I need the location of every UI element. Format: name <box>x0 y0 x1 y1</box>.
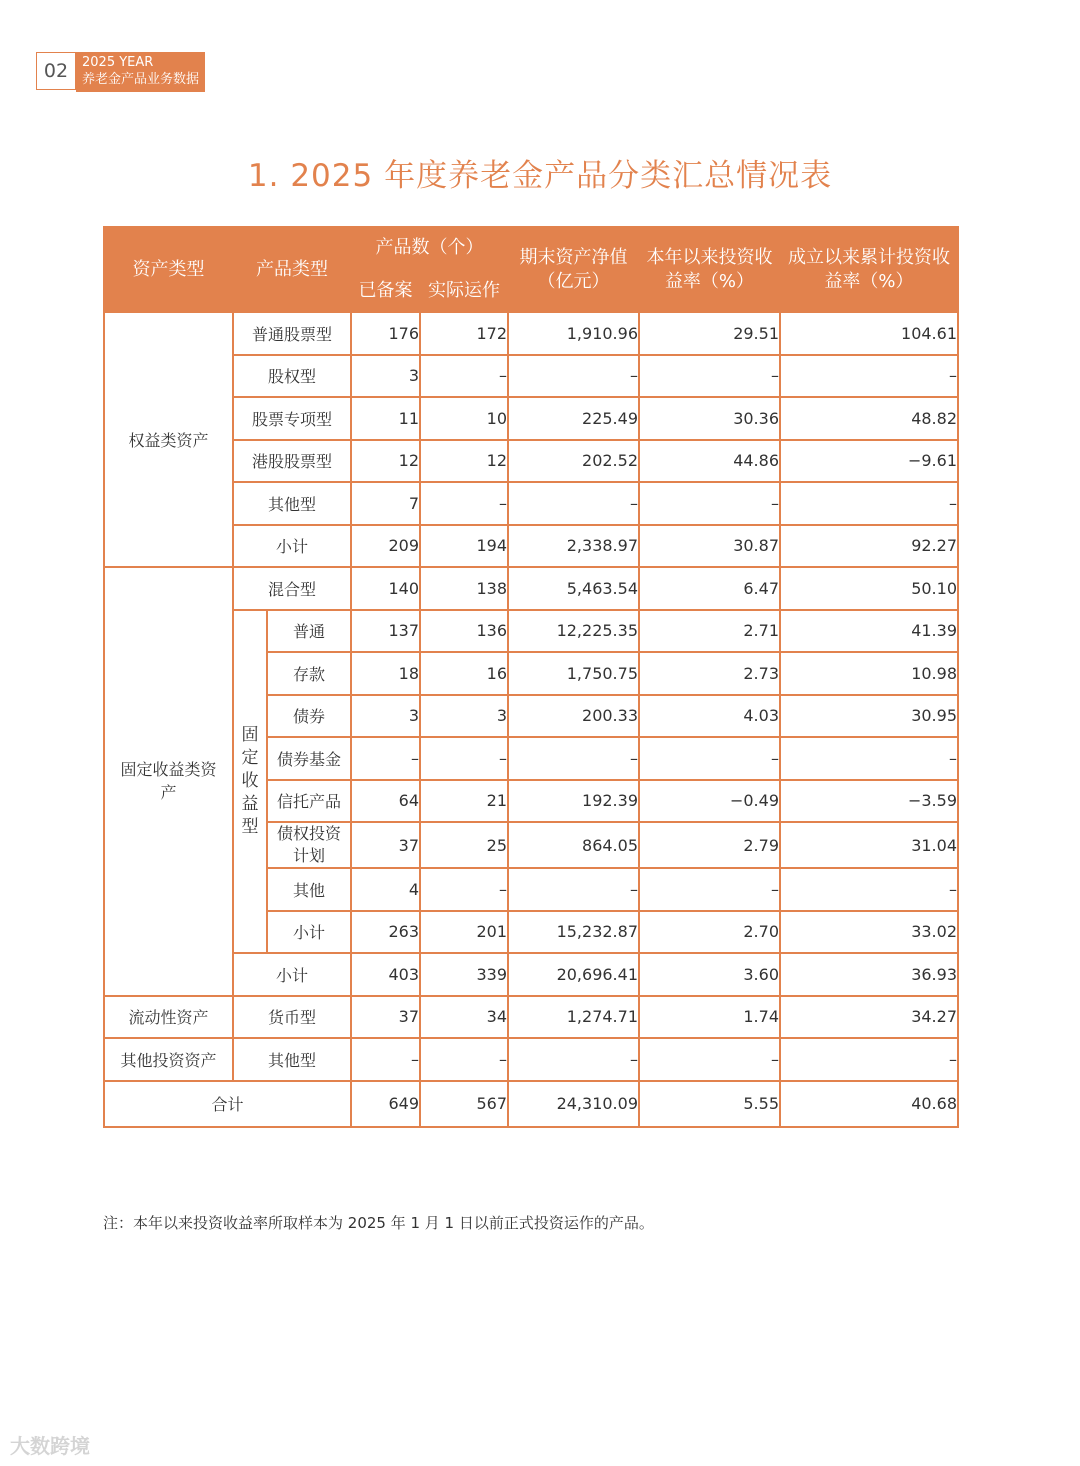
cell-ytd: 30.87 <box>639 525 780 568</box>
cell-ytd: – <box>639 355 780 398</box>
cell-filed: – <box>351 737 420 780</box>
cell-cum: 33.02 <box>780 911 958 954</box>
group-label-equity: 权益类资产 <box>104 312 233 567</box>
cell-operating: 567 <box>420 1081 508 1127</box>
cell-operating: 136 <box>420 610 508 653</box>
row-type: 港股股票型 <box>233 440 351 483</box>
cell-nav: 192.39 <box>508 780 639 823</box>
header-product-count: 产品数（个） <box>351 227 508 270</box>
cell-ytd: −0.49 <box>639 780 780 823</box>
row-type: 其他 <box>267 868 351 911</box>
header-operating: 实际运作 <box>420 270 508 313</box>
cell-filed: 4 <box>351 868 420 911</box>
cell-operating: 12 <box>420 440 508 483</box>
cell-nav: – <box>508 482 639 525</box>
cell-ytd: 30.36 <box>639 397 780 440</box>
cell-cum: – <box>780 482 958 525</box>
section-label-box <box>76 52 205 92</box>
cell-ytd: 2.79 <box>639 822 780 868</box>
cell-ytd: – <box>639 1038 780 1081</box>
table-row <box>104 953 958 996</box>
cell-filed: 64 <box>351 780 420 823</box>
cell-cum: – <box>780 355 958 398</box>
table-row <box>104 525 958 568</box>
row-type: 债券基金 <box>267 737 351 780</box>
header-asset-type: 资产类型 <box>104 227 233 312</box>
row-type: 小计 <box>267 911 351 954</box>
group-label-liquid: 流动性资产 <box>104 996 233 1039</box>
cell-cum: −9.61 <box>780 440 958 483</box>
cell-operating: – <box>420 868 508 911</box>
table-row-total <box>104 1081 958 1127</box>
subgroup-label-fixed-type <box>233 610 267 954</box>
cell-cum: 48.82 <box>780 397 958 440</box>
cell-nav: 12,225.35 <box>508 610 639 653</box>
cell-cum: 36.93 <box>780 953 958 996</box>
cell-operating: 138 <box>420 567 508 610</box>
cell-filed: 37 <box>351 822 420 868</box>
cell-cum: −3.59 <box>780 780 958 823</box>
header-product-type: 产品类型 <box>233 227 351 312</box>
cell-cum: – <box>780 1038 958 1081</box>
table-row <box>104 610 958 653</box>
row-type: 货币型 <box>233 996 351 1039</box>
cell-operating: – <box>420 482 508 525</box>
cell-operating: – <box>420 1038 508 1081</box>
cell-filed: 140 <box>351 567 420 610</box>
cell-cum: 31.04 <box>780 822 958 868</box>
cell-nav: 20,696.41 <box>508 953 639 996</box>
cell-cum: 92.27 <box>780 525 958 568</box>
table-row <box>104 1038 958 1081</box>
cell-operating: 339 <box>420 953 508 996</box>
cell-filed: 649 <box>351 1081 420 1127</box>
cell-nav: 1,910.96 <box>508 312 639 355</box>
cell-operating: 25 <box>420 822 508 868</box>
cell-ytd: 2.71 <box>639 610 780 653</box>
row-type: 股权型 <box>233 355 351 398</box>
year-label: 2025 YEAR <box>82 55 154 70</box>
cell-ytd: 3.60 <box>639 953 780 996</box>
cell-operating: 34 <box>420 996 508 1039</box>
cell-operating: 10 <box>420 397 508 440</box>
row-type: 小计 <box>233 525 351 568</box>
cell-cum: 40.68 <box>780 1081 958 1127</box>
cell-operating: 194 <box>420 525 508 568</box>
cell-filed: 11 <box>351 397 420 440</box>
cell-filed: 137 <box>351 610 420 653</box>
row-type: 股票专项型 <box>233 397 351 440</box>
cell-filed: 3 <box>351 695 420 738</box>
cell-nav: 24,310.09 <box>508 1081 639 1127</box>
cell-filed: 12 <box>351 440 420 483</box>
cell-operating: 172 <box>420 312 508 355</box>
cell-cum: 34.27 <box>780 996 958 1039</box>
header-filed: 已备案 <box>351 270 420 313</box>
section-label: 养老金产品业务数据 <box>82 72 200 87</box>
page-number: 02 <box>36 52 76 90</box>
row-type: 普通股票型 <box>233 312 351 355</box>
row-type: 债权投资计划 <box>267 822 351 868</box>
row-type: 其他型 <box>233 482 351 525</box>
cell-ytd: 5.55 <box>639 1081 780 1127</box>
cell-operating: 21 <box>420 780 508 823</box>
cell-nav: – <box>508 1038 639 1081</box>
cell-cum: 41.39 <box>780 610 958 653</box>
cell-operating: 16 <box>420 652 508 695</box>
table-row <box>104 567 958 610</box>
cell-ytd: 2.73 <box>639 652 780 695</box>
cell-cum: 104.61 <box>780 312 958 355</box>
cell-nav: 200.33 <box>508 695 639 738</box>
cell-nav: 15,232.87 <box>508 911 639 954</box>
cell-operating: 3 <box>420 695 508 738</box>
cell-cum: 10.98 <box>780 652 958 695</box>
cell-ytd: 1.74 <box>639 996 780 1039</box>
header-ytd-return: 本年以来投资收益率（%） <box>639 227 780 312</box>
cell-cum: – <box>780 737 958 780</box>
cell-nav: 1,274.71 <box>508 996 639 1039</box>
table-row <box>104 440 958 483</box>
header-nav: 期末资产净值（亿元） <box>508 227 639 312</box>
watermark <box>10 1430 90 1459</box>
cell-filed: 18 <box>351 652 420 695</box>
subgroup-label-text: 固定收益型 <box>241 724 259 837</box>
row-type: 信托产品 <box>267 780 351 823</box>
table-row <box>104 397 958 440</box>
cell-cum: 50.10 <box>780 567 958 610</box>
cell-operating: – <box>420 355 508 398</box>
cell-cum: – <box>780 868 958 911</box>
cell-nav: – <box>508 868 639 911</box>
cell-filed: 3 <box>351 355 420 398</box>
cell-ytd: 2.70 <box>639 911 780 954</box>
row-type: 存款 <box>267 652 351 695</box>
cell-nav: – <box>508 355 639 398</box>
cell-ytd: – <box>639 482 780 525</box>
cell-filed: 37 <box>351 996 420 1039</box>
cell-ytd: – <box>639 868 780 911</box>
cell-filed: 263 <box>351 911 420 954</box>
cell-filed: 209 <box>351 525 420 568</box>
total-label: 合计 <box>104 1081 351 1127</box>
cell-nav: 5,463.54 <box>508 567 639 610</box>
watermark-text: 大数跨境 <box>10 1434 90 1458</box>
cell-filed: – <box>351 1038 420 1081</box>
cell-nav: 864.05 <box>508 822 639 868</box>
page-badge <box>36 52 205 92</box>
row-type: 混合型 <box>233 567 351 610</box>
page-title: 1. 2025 年度养老金产品分类汇总情况表 <box>247 158 833 194</box>
cell-ytd: 29.51 <box>639 312 780 355</box>
cell-nav: 202.52 <box>508 440 639 483</box>
cell-operating: – <box>420 737 508 780</box>
row-type: 其他型 <box>233 1038 351 1081</box>
table-row <box>104 482 958 525</box>
cell-ytd: 6.47 <box>639 567 780 610</box>
cell-nav: 1,750.75 <box>508 652 639 695</box>
cell-nav: 2,338.97 <box>508 525 639 568</box>
cell-filed: 7 <box>351 482 420 525</box>
cell-ytd: 44.86 <box>639 440 780 483</box>
table-row <box>104 312 958 355</box>
cell-nav: – <box>508 737 639 780</box>
cell-nav: 225.49 <box>508 397 639 440</box>
cell-filed: 403 <box>351 953 420 996</box>
cell-filed: 176 <box>351 312 420 355</box>
row-type: 小计 <box>233 953 351 996</box>
header-cum-return: 成立以来累计投资收益率（%） <box>780 227 958 312</box>
cell-ytd: 4.03 <box>639 695 780 738</box>
pension-product-summary-table <box>103 226 959 1128</box>
table-row <box>104 996 958 1039</box>
row-type: 普通 <box>267 610 351 653</box>
table-footnote: 注：本年以来投资收益率所取样本为 2025 年 1 月 1 日以前正式投资运作的产品。 <box>103 1214 654 1232</box>
row-type: 债券 <box>267 695 351 738</box>
cell-cum: 30.95 <box>780 695 958 738</box>
table-row <box>104 355 958 398</box>
cell-operating: 201 <box>420 911 508 954</box>
group-label-other: 其他投资资产 <box>104 1038 233 1081</box>
group-label-fixed-income: 固定收益类资产 <box>104 567 233 996</box>
cell-ytd: – <box>639 737 780 780</box>
